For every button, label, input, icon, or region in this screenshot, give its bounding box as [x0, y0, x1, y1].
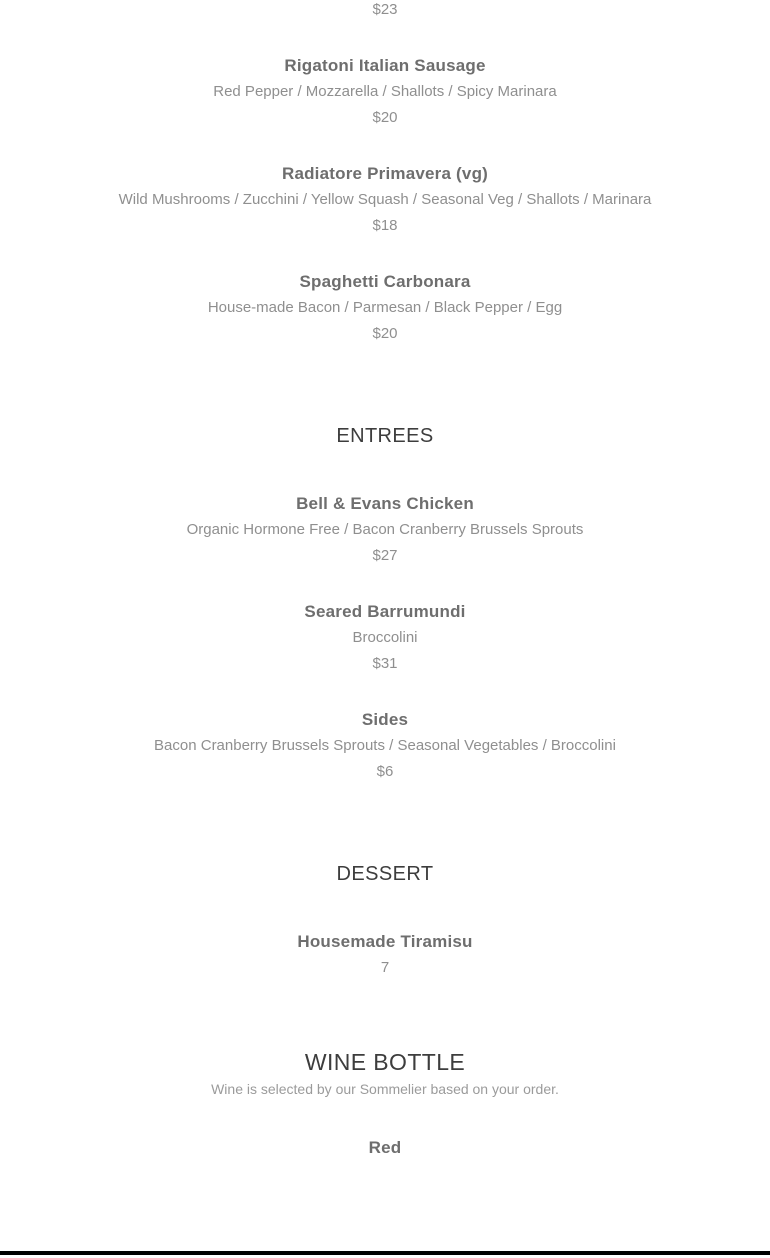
menu-item-radiatore [0, 161, 770, 239]
section-heading-entrees: ENTREES [336, 425, 434, 447]
menu-item-partial [0, 0, 770, 23]
menu-item-red-wine [0, 1135, 770, 1161]
item-name: Radiatore Primavera (vg) [281, 164, 489, 183]
menu-section-wine-bottle [0, 1046, 770, 1161]
menu-section-pasta [0, 0, 770, 347]
item-description: Organic Hormone Free / Bacon Cranberry Brussels Sprouts [186, 521, 584, 538]
item-name: Rigatoni Italian Sausage [284, 56, 486, 75]
menu-section-dessert [0, 859, 770, 981]
item-price: $6 [376, 763, 394, 780]
menu-item-seared-barrumundi [0, 599, 770, 677]
menu-item-sides [0, 707, 770, 785]
item-description: House-made Bacon / Parmesan / Black Pepper / Egg [207, 299, 563, 316]
bottom-divider [0, 1251, 770, 1255]
item-description: Broccolini [352, 629, 418, 646]
item-price: 7 [380, 959, 390, 976]
menu-item-bell-evans-chicken [0, 491, 770, 569]
section-heading-wine-bottle: WINE BOTTLE [304, 1049, 466, 1075]
item-description: Wild Mushrooms / Zucchini / Yellow Squash / Seasonal Veg / Shallots / Marinara [118, 191, 652, 208]
menu-item-rigatoni [0, 53, 770, 131]
item-description: Red Pepper / Mozzarella / Shallots / Spicy Marinara [213, 83, 557, 100]
item-price: $20 [372, 325, 398, 342]
wine-section-subtitle: Wine is selected by our Sommelier based on your order. [211, 1081, 559, 1097]
item-name: Red [368, 1138, 402, 1157]
item-price: $18 [372, 217, 398, 234]
menu-item-housemade-tiramisu [0, 929, 770, 981]
menu-section-entrees [0, 421, 770, 785]
item-name: Bell & Evans Chicken [296, 494, 474, 513]
item-name: Seared Barrumundi [304, 602, 466, 621]
menu-item-spaghetti-carbonara [0, 269, 770, 347]
section-heading-dessert: DESSERT [336, 863, 434, 885]
item-description: Bacon Cranberry Brussels Sprouts / Seasonal Vegetables / Broccolini [154, 737, 616, 754]
item-price: $20 [372, 109, 398, 126]
item-name: Sides [361, 710, 409, 729]
item-name: Housemade Tiramisu [297, 932, 473, 951]
item-price: $23 [372, 1, 398, 18]
item-name: Spaghetti Carbonara [299, 272, 471, 291]
item-price: $27 [372, 547, 398, 564]
item-price: $31 [372, 655, 398, 672]
